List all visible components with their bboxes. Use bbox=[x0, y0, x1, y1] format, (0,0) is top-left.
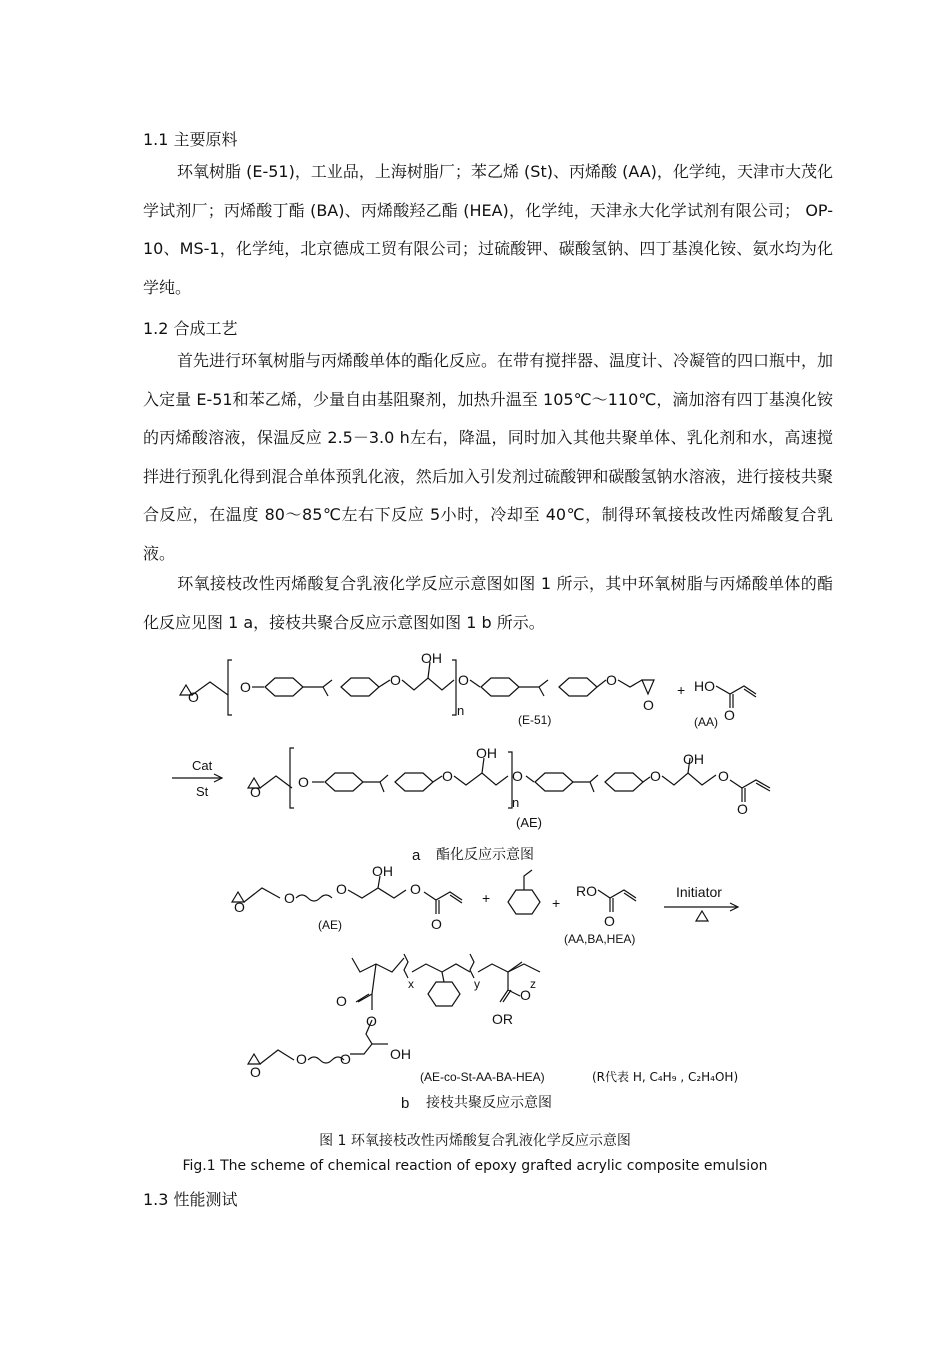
epoxide-oxygen-label: O bbox=[188, 689, 199, 705]
ether-oxygen-label: O bbox=[340, 1051, 351, 1067]
subscript-y: y bbox=[474, 977, 480, 991]
section-1-3-title: 1.3 性能测试 bbox=[143, 1190, 238, 1209]
section-1-1-title: 1.1 主要原料 bbox=[143, 130, 238, 149]
section-1-2-title: 1.2 合成工艺 bbox=[143, 319, 238, 338]
carbonyl-oxygen-label: O bbox=[604, 913, 615, 929]
ae-label-2: (AE) bbox=[318, 918, 342, 932]
hydroxyl-label: OH bbox=[390, 1046, 411, 1062]
hydroxyl-label: OH bbox=[683, 751, 704, 767]
plus-sign: + bbox=[677, 682, 686, 698]
figure-caption-en: Fig.1 The scheme of chemical reaction of epoxy grafted acrylic composite emulsion bbox=[182, 1158, 768, 1174]
catalyst-label: Cat bbox=[192, 758, 213, 773]
plus-sign: + bbox=[552, 895, 561, 911]
repeat-n-label: n bbox=[457, 703, 465, 718]
subfigure-a-title: 酯化反应示意图 bbox=[436, 847, 534, 863]
ether-oxygen-label: O bbox=[390, 672, 401, 688]
figure-caption-cn: 图 1 环氧接枝改性丙烯酸复合乳液化学反应示意图 bbox=[319, 1133, 631, 1149]
acrylic-acid-ho-label: HO bbox=[694, 678, 715, 694]
ether-oxygen-label: O bbox=[296, 1051, 307, 1067]
epoxide-oxygen-label: O bbox=[250, 1064, 261, 1080]
plus-sign: + bbox=[482, 890, 491, 906]
r-definition-note: (R代表 H, C₄H₉ , C₂H₄OH) bbox=[592, 1070, 739, 1084]
epoxide-oxygen-label: O bbox=[643, 697, 654, 713]
epoxide-oxygen-label: O bbox=[234, 899, 245, 915]
subfigure-a-letter: a bbox=[412, 847, 421, 864]
ether-oxygen-label: O bbox=[606, 672, 617, 688]
ether-oxygen-label: O bbox=[298, 774, 309, 790]
subfigure-b-letter: b bbox=[401, 1095, 410, 1112]
ae-label: (AE) bbox=[516, 815, 542, 830]
carbonyl-oxygen-label: O bbox=[520, 987, 531, 1003]
carbonyl-oxygen-label: O bbox=[336, 993, 347, 1009]
ether-oxygen-label: O bbox=[336, 881, 347, 897]
ether-oxygen-label: O bbox=[442, 768, 453, 784]
section-1-1-text: 环氧树脂 (E-51)，工业品，上海树脂厂；苯乙烯 (St)、丙烯酸 (AA)，化学纯，天津市大茂化学试剂厂；丙烯酸丁酯 (BA)、丙烯酸羟乙酯 (HEA)，化学纯，天津永大化学试剂有限公司； OP-10、MS-1，化学纯，北京德成工贸有限公司；过硫酸钾、碳酸氢钠、四丁基溴化铵、氨水均为化学纯。 bbox=[143, 162, 833, 297]
monomers-label: (AA,BA,HEA) bbox=[564, 932, 636, 946]
ester-oxygen-label: O bbox=[410, 881, 421, 897]
repeat-n-label: n bbox=[512, 795, 520, 810]
ether-oxygen-label: O bbox=[650, 768, 661, 784]
ether-oxygen-label: O bbox=[512, 768, 523, 784]
carbonyl-oxygen-label: O bbox=[431, 916, 442, 932]
carbonyl-oxygen-label: O bbox=[724, 707, 735, 723]
or-label: OR bbox=[492, 1011, 513, 1027]
hydroxyl-label: OH bbox=[372, 863, 393, 879]
ro-label: RO bbox=[576, 883, 597, 899]
ether-oxygen-label: O bbox=[458, 672, 469, 688]
styrene-solvent-label: St bbox=[196, 784, 209, 799]
ether-oxygen-label: O bbox=[284, 890, 295, 906]
hydroxyl-label: OH bbox=[421, 650, 442, 666]
e51-label: (E-51) bbox=[518, 713, 552, 727]
subfigure-b-title: 接枝共聚反应示意图 bbox=[426, 1095, 552, 1111]
aa-label: (AA) bbox=[694, 715, 718, 729]
reaction-scheme-figure bbox=[0, 640, 950, 1120]
initiator-label: Initiator bbox=[676, 884, 722, 900]
subscript-x: x bbox=[408, 977, 414, 991]
section-1-2-paragraph-1: 首先进行环氧树脂与丙烯酸单体的酯化反应。在带有搅拌器、温度计、冷凝管的四口瓶中，加入定量 E-51和苯乙烯，少量自由基阻聚剂，加热升温至 105℃～110℃，滴加溶有四丁基溴化铵的丙烯酸溶液，保温反应 2.5－3.0 h左右，降温，同时加入其他共聚单体、乳化剂和水，高速搅拌进行预乳化得到混合单体预乳化液，然后加入引发剂过硫酸钾和碳酸氢钠水溶液，进行接枝共聚合反应，在温度 80～85℃左右下反应 5小时，冷却至 40℃，制得环氧接枝改性丙烯酸复合乳液。 bbox=[143, 351, 834, 563]
carbonyl-oxygen-label: O bbox=[737, 801, 748, 817]
subscript-z: z bbox=[530, 977, 536, 991]
hydroxyl-label: OH bbox=[476, 745, 497, 761]
epoxide-oxygen-label: O bbox=[250, 784, 261, 800]
copolymer-label: (AE-co-St-AA-BA-HEA) bbox=[420, 1070, 545, 1084]
ether-oxygen-label: O bbox=[240, 679, 251, 695]
section-1-2-paragraph-2: 环氧接枝改性丙烯酸复合乳液化学反应示意图如图 1 所示，其中环氧树脂与丙烯酸单体的酯化反应见图 1 a，接枝共聚合反应示意图如图 1 b 所示。 bbox=[143, 574, 833, 632]
ester-oxygen-label: O bbox=[366, 1013, 377, 1029]
ester-oxygen-label: O bbox=[718, 768, 729, 784]
